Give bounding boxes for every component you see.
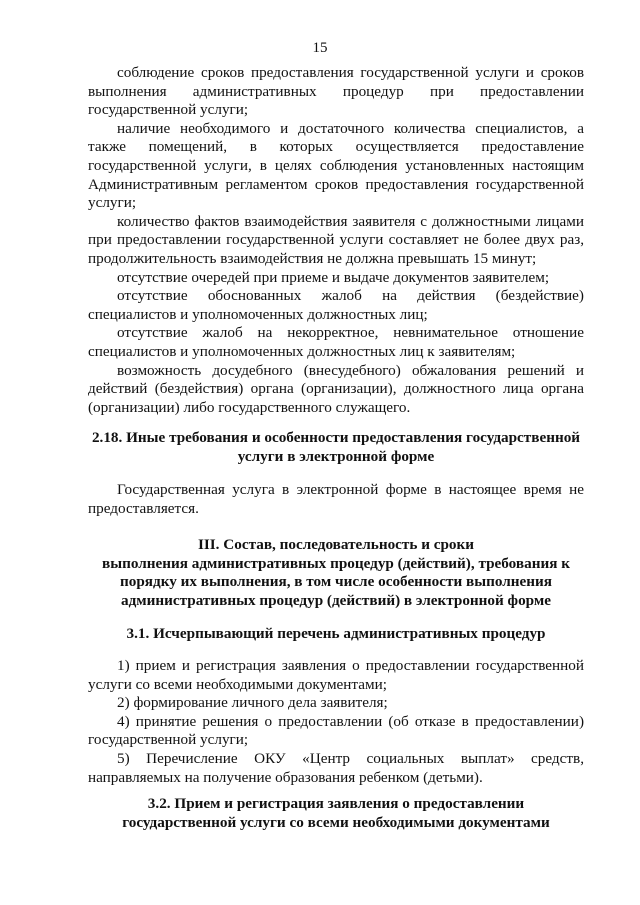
paragraph: отсутствие очередей при приеме и выдаче документов заявителем;: [117, 268, 550, 286]
list-item: 5) Перечисление ОКУ «Центр социальных выплат» средств, направляемых на получение образования ребенком (детьми).: [88, 749, 584, 786]
paragraph: отсутствие обоснованных жалоб на действия (бездействие) специалистов и уполномоченных должностных лиц;: [88, 287, 584, 323]
page-number: 15: [312, 40, 328, 56]
procedures-list: [88, 657, 584, 787]
heading-line: 3.2. Прием и регистрация заявления о предоставлении: [147, 795, 525, 812]
paragraph: отсутствие жалоб на некорректное, невнимательное отношение специалистов и уполномоченных должностных лиц к заявителям;: [88, 324, 584, 360]
section-2-18-text: [88, 481, 584, 518]
list-item: 2) формирование личного дела заявителя;: [117, 694, 388, 712]
paragraph: Государственная услуга в электронной форме в настоящее время не предоставляется.: [88, 481, 584, 517]
section-2-18-heading: [88, 429, 584, 466]
heading-line: государственной услуги со всеми необходимыми документами: [122, 813, 550, 831]
section-3-1-heading: 3.1. Исчерпывающий перечень административных процедур: [126, 625, 546, 642]
heading-line: услуги в электронной форме: [237, 447, 435, 465]
quality-indicators-list: [88, 64, 584, 417]
paragraph: возможность досудебного (внесудебного) обжалования решений и действий (бездействия) органа (организации), должностного лица органа (организации) либо государственного служащего.: [88, 361, 584, 416]
heading-line: 2.18. Иные требования и особенности предоставления государственной: [91, 429, 581, 446]
list-item: 4) принятие решения о предоставлении (об отказе в предоставлении) государственной услуги;: [88, 712, 584, 749]
heading-line: порядку их выполнения, в том числе особенности выполнения: [120, 573, 552, 591]
section-3-2-heading: [88, 795, 584, 832]
heading-line: выполнения административных процедур (действий), требования к: [102, 554, 570, 572]
section-III-heading: [88, 536, 584, 610]
list-item: 1) прием и регистрация заявления о предоставлении государственной услуги со всеми необходимыми документами;: [88, 657, 584, 693]
heading-line: III. Состав, последовательность и сроки: [197, 536, 475, 553]
heading-line: административных процедур (действий) в электронной форме: [121, 591, 551, 609]
paragraph: наличие необходимого и достаточного количества специалистов, а также помещений, в которых осуществляется предоставление государственной услуги, в целях соблюдения установленных настоящим Административным регламентом сроков предоставления государственной услуги;: [88, 119, 584, 212]
paragraph: соблюдение сроков предоставления государственной услуги и сроков выполнения административных процедур при предоставлении государственной услуги;: [88, 64, 584, 119]
paragraph: количество фактов взаимодействия заявителя с должностными лицами при предоставлении государственной услуги составляет не более двух раз, продолжительность взаимодействия не должна превышать 15 минут;: [88, 212, 584, 267]
